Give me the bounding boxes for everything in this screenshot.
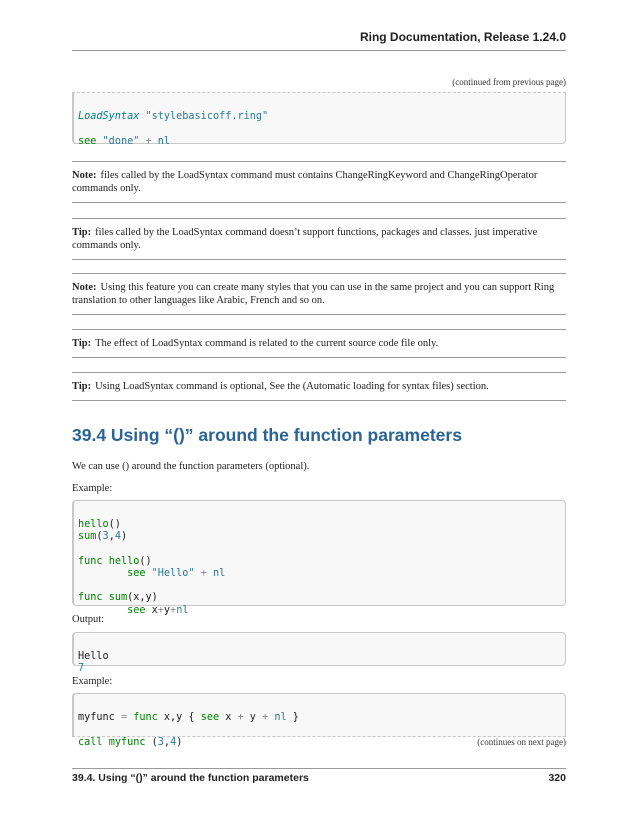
code-block-example-1 (72, 500, 566, 616)
admonition-text: Using LoadSyntax command is optional, See the (Automatic loading for syntax files) section. (95, 381, 489, 392)
code-line: call myfunc (3,4) (78, 736, 183, 748)
code-line: func hello() (78, 555, 152, 567)
admonition-tip-2 (72, 329, 566, 358)
admonition-note-1 (72, 161, 566, 203)
admonition-text: files called by the LoadSyntax command must contains ChangeRingKeyword and ChangeRingOperator commands only. (72, 170, 538, 194)
footer-rule (72, 768, 566, 769)
code-block-loadsyntax (72, 92, 566, 147)
footer-section: 39.4. Using “()” around the function parameters (72, 772, 309, 784)
admonition-tip-3 (72, 372, 566, 401)
output-line: Hello (78, 651, 109, 663)
code-line (78, 580, 561, 592)
code-line: see x+y+nl (127, 604, 189, 616)
admonition-text: files called by the LoadSyntax command doesn’t support functions, packages and classes. just imperative commands only. (72, 227, 538, 251)
section-title: 39.4 Using “()” around the function parameters (72, 425, 462, 445)
code-block-output (72, 632, 566, 675)
admonition-note-2 (72, 273, 566, 315)
page-number: 320 (548, 772, 566, 784)
code-line: sum(3,4) (78, 531, 128, 543)
page-header: Ring Documentation, Release 1.24.0 (359, 30, 566, 44)
code-line: see "Hello" + nl (127, 567, 226, 579)
code-line-1: LoadSyntax "stylebasicoff.ring" (78, 111, 269, 123)
example-label-1: Example: (72, 483, 113, 494)
admonition-tip-1 (72, 218, 566, 260)
admonition-label: Note: (72, 170, 97, 181)
admonition-label: Tip: (72, 381, 92, 392)
code-line (78, 724, 561, 736)
admonition-label: Tip: (72, 227, 92, 238)
header-rule (72, 50, 566, 51)
paragraph: We can use () around the function parameters (optional). (72, 461, 310, 472)
code-line: hello() (78, 519, 121, 531)
continued-from-previous: (continued from previous page) (452, 77, 566, 87)
admonition-text: The effect of LoadSyntax command is related to the current source code file only. (95, 338, 439, 349)
admonition-label: Note: (72, 282, 97, 293)
code-line-blank (78, 123, 561, 135)
code-line-2: see "done" + nl (78, 135, 171, 147)
code-line: func sum(x,y) (78, 592, 158, 604)
example-label-2: Example: (72, 676, 113, 687)
admonition-text: Using this feature you can create many styles that you can use in the same project and you can support Ring translation to other languages like Arabic, French and so on. (72, 282, 555, 306)
output-label: Output: (72, 614, 105, 625)
code-line: myfunc = func x,y { see x + y + nl } (78, 712, 299, 724)
output-line: 7 (78, 663, 85, 675)
continues-next-page: (continues on next page) (477, 737, 566, 747)
admonition-label: Tip: (72, 338, 92, 349)
code-line (78, 544, 561, 556)
